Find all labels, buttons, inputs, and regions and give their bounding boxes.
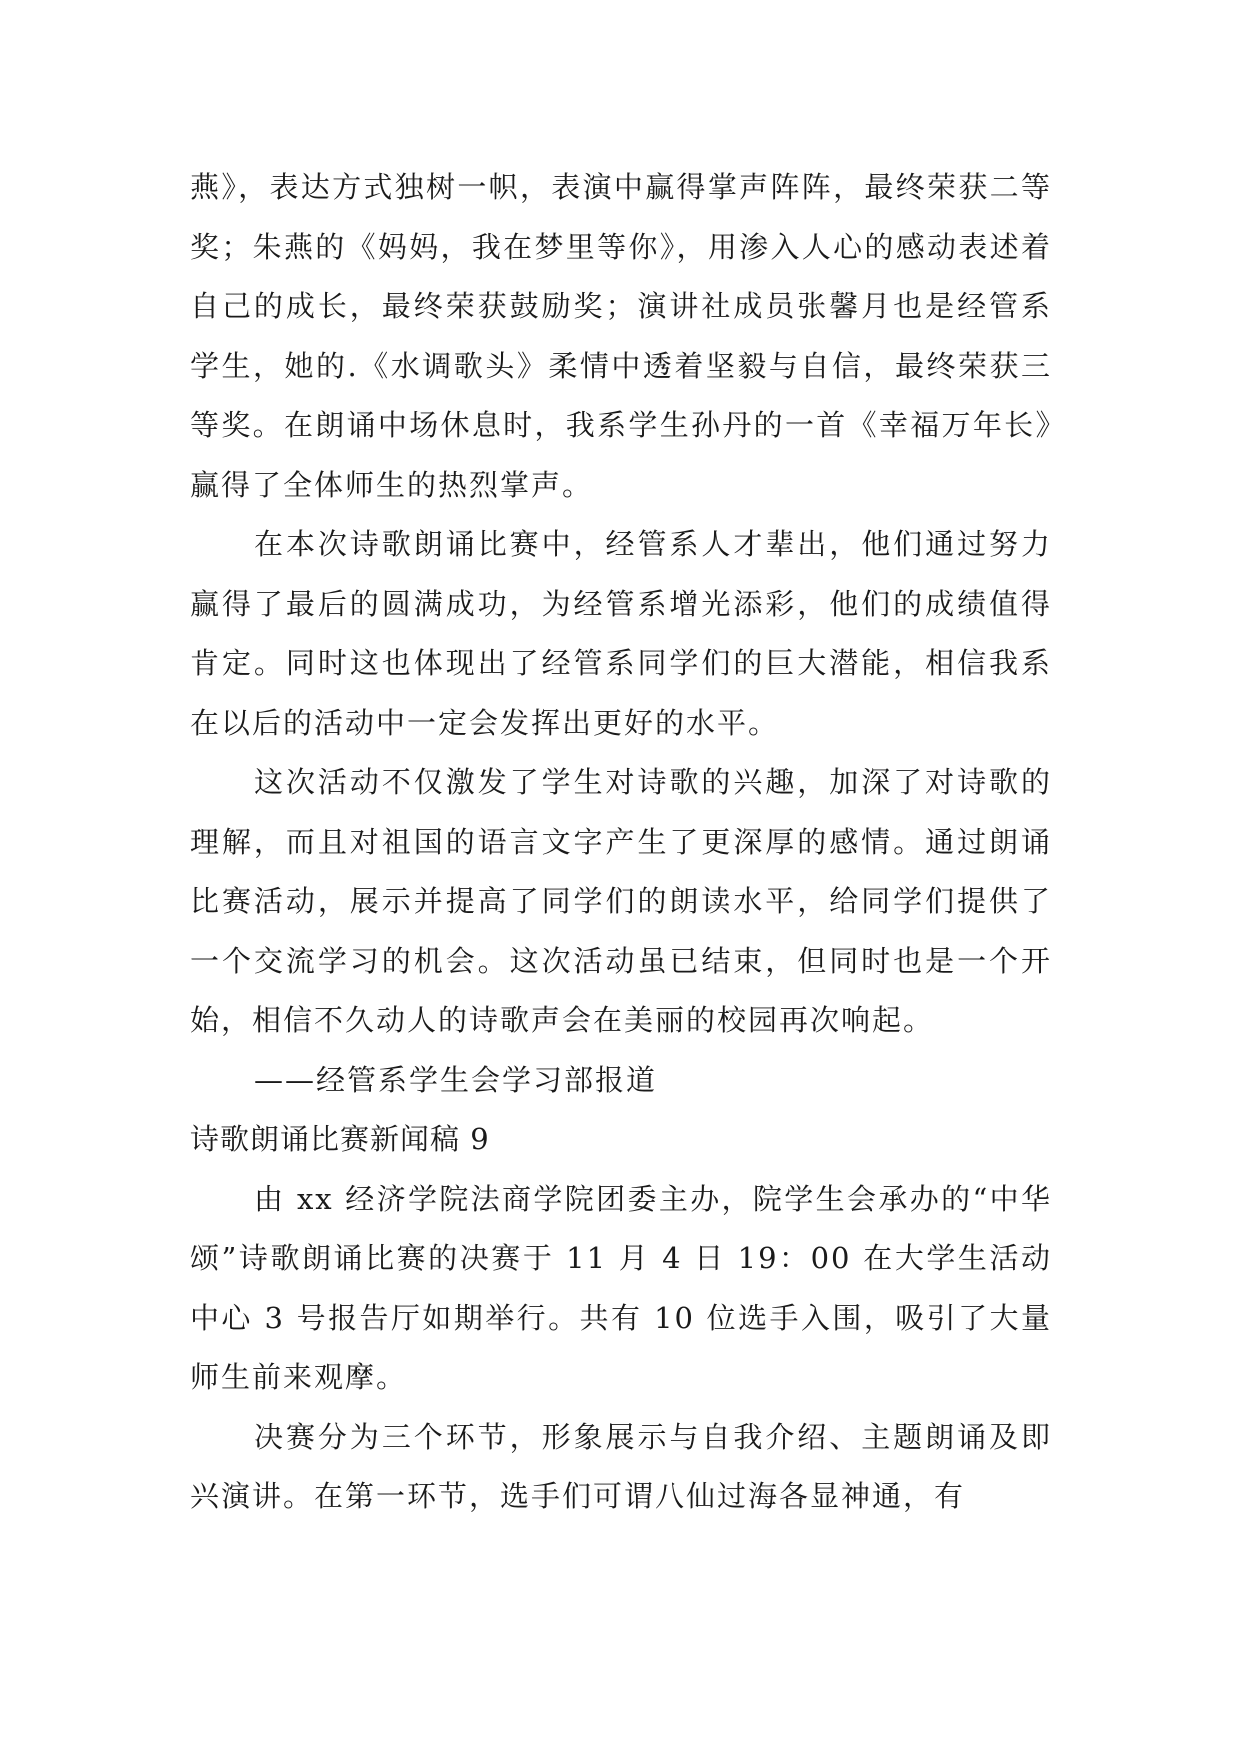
paragraph-final-event-stages: 决赛分为三个环节，形象展示与自我介绍、主题朗诵及即兴演讲。在第一环节，选手们可谓八仙过海各显神通，有: [190, 1419, 1052, 1513]
section-heading: 诗歌朗诵比赛新闻稿 9: [190, 1122, 490, 1156]
paragraph-final-event-intro: 由 xx 经济学院法商学院团委主办，院学生会承办的“中华颂”诗歌朗诵比赛的决赛于 11 月 4 日 19：00 在大学生活动中心 3 号报告厅如期举行。共有 10 位选手入围，吸引了大量师生前来观摩。: [190, 1181, 1052, 1394]
paragraph-department-performance: 在本次诗歌朗诵比赛中，经管系人才辈出，他们通过努力赢得了最后的圆满成功，为经管系增光添彩，他们的成绩值得肯定。同时这也体现出了经管系同学们的巨大潜能，相信我系在以后的活动中一定会发挥出更好的水平。: [190, 527, 1052, 740]
paragraph-award-results: 燕》，表达方式独树一帜，表演中赢得掌声阵阵，最终荣获二等奖；朱燕的《妈妈，我在梦里等你》，用渗入人心的感动表述着自己的成长，最终荣获鼓励奖；演讲社成员张馨月也是经管系学生，她的.《水调歌头》柔情中透着坚毅与自信，最终荣获三等奖。在朗诵中场休息时，我系学生孙丹的一首《幸福万年长》赢得了全体师生的热烈掌声。: [190, 170, 1052, 502]
report-signature: ——经管系学生会学习部报道: [254, 1062, 658, 1097]
document-body: [190, 158, 1052, 1527]
paragraph-activity-significance: 这次活动不仅激发了学生对诗歌的兴趣，加深了对诗歌的理解，而且对祖国的语言文字产生了更深厚的感情。通过朗诵比赛活动，展示并提高了同学们的朗读水平，给同学们提供了一个交流学习的机会。这次活动虽已结束，但同时也是一个开始，相信不久动人的诗歌声会在美丽的校园再次响起。: [190, 765, 1052, 1037]
